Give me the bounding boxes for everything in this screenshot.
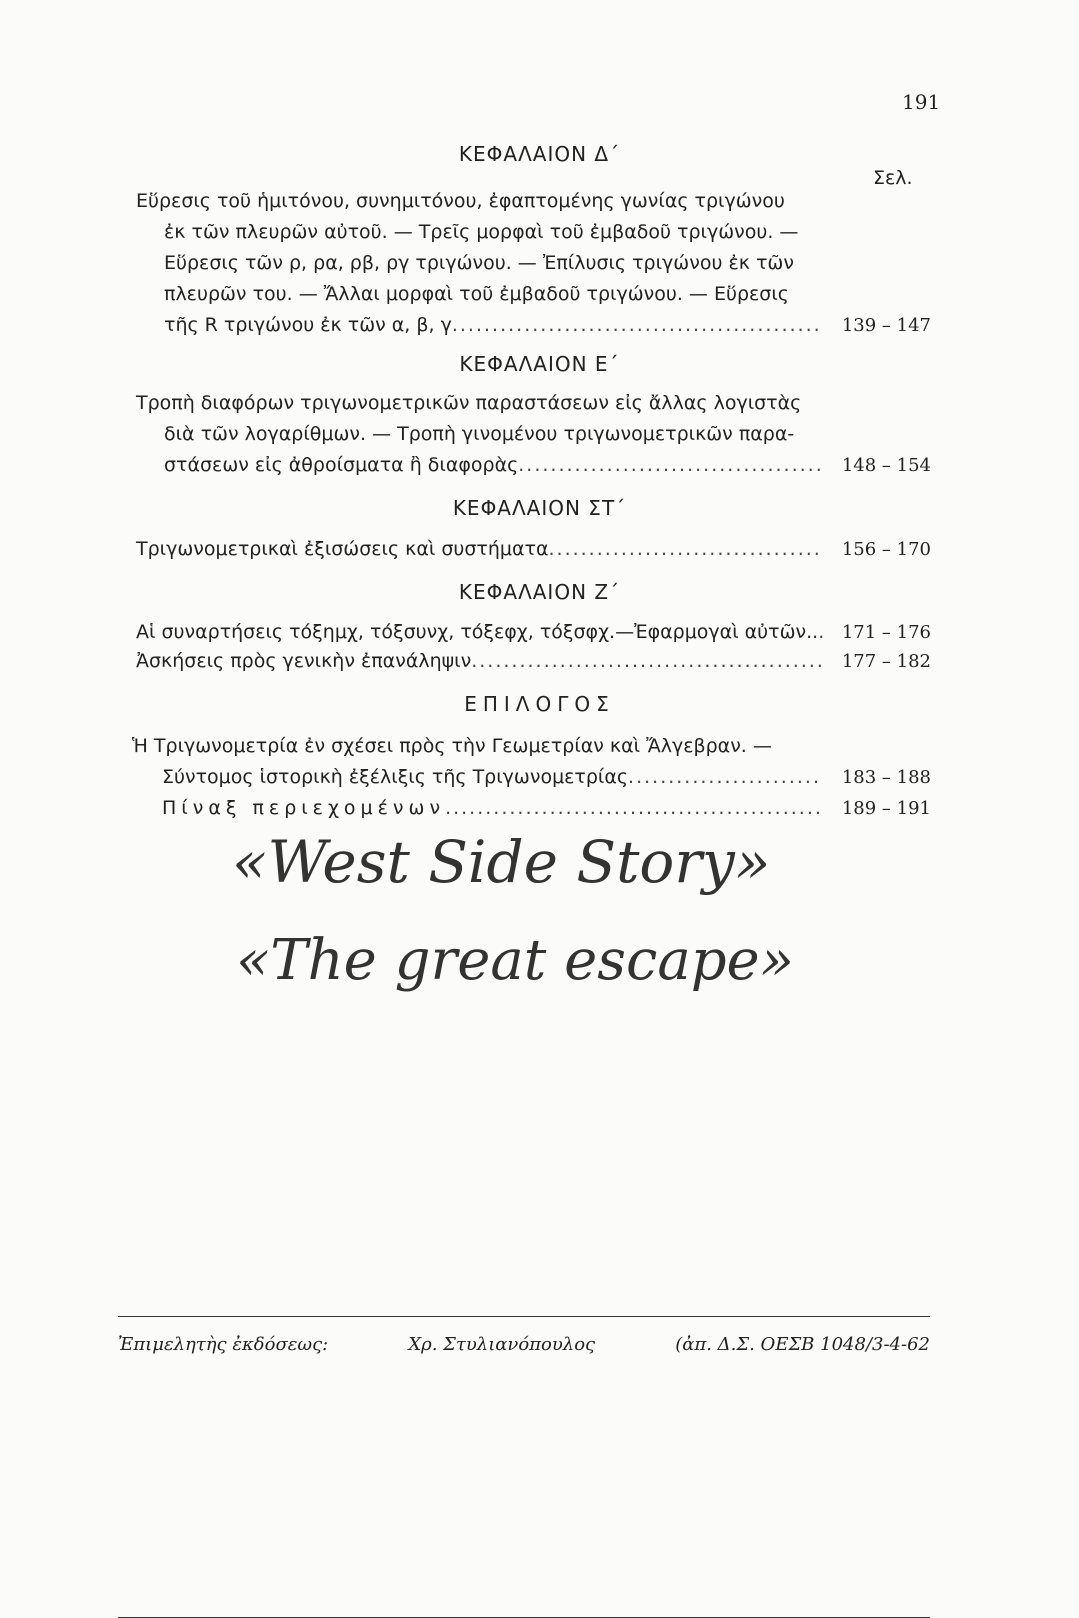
entry-leader-line xyxy=(136,617,931,648)
entry-line: Ἡ Τριγωνομετρία ἐν σχέσει πρὸς τὴν Γεωμετρίαν καὶ Ἄλγεβραν. — xyxy=(132,735,772,757)
entry-line: διὰ τῶν λογαρίθμων. — Τροπὴ γινομένου τριγωνομετρικῶν παρα- xyxy=(164,423,795,445)
approval-note: (ἀπ. Δ.Σ. ΟΕΣΒ 1048/3-4-62 xyxy=(675,1334,930,1355)
entry-leader-line xyxy=(136,310,931,341)
toc-entry xyxy=(136,186,931,341)
leader-dots xyxy=(445,793,823,824)
entry-pages: 139 – 147 xyxy=(841,315,931,336)
leader-dots xyxy=(628,762,823,793)
editor-label: Ἐπιμελητὴς ἐκδόσεως: xyxy=(118,1334,329,1355)
entry-last-line: Πίναξ περιεχομένων xyxy=(162,797,446,819)
entry-last-line: στάσεων εἰς ἀθροίσματα ἢ διαφορὰς xyxy=(164,454,519,476)
handwritten-note: «West Side Story» xyxy=(232,828,771,896)
chapter-heading: ΚΕΦΑΛΑΙΟΝ Ζ΄ xyxy=(458,580,621,604)
entry-last-line: Σύντομος ἱστορικὴ ἐξέλιξις τῆς Τριγωνομετρίας xyxy=(162,766,629,788)
entry-line: πλευρῶν του. — Ἄλλαι μορφαὶ τοῦ ἐμβαδοῦ τριγώνου. — Εὕρεσις xyxy=(164,283,789,305)
entry-last-line: τῆς R τριγώνου ἐκ τῶν α, β, γ xyxy=(164,314,452,336)
entry-line: Εὕρεσις τῶν ρ, ρα, ρβ, ργ τριγώνου. — Ἐπίλυσις τριγώνου ἐκ τῶν xyxy=(164,252,794,274)
entry-line: Τροπὴ διαφόρων τριγωνομετρικῶν παραστάσεων εἰς ἄλλας λογιστὰς xyxy=(136,392,802,414)
chapter-heading: ΕΠΙΛΟΓΟΣ xyxy=(464,692,615,716)
entry-pages: 177 – 182 xyxy=(841,651,931,672)
toc-entry xyxy=(132,793,931,824)
handwritten-note: «The great escape» xyxy=(236,928,794,993)
entry-pages: 148 – 154 xyxy=(841,455,931,476)
leader-dots xyxy=(518,450,823,481)
toc-entry xyxy=(136,534,931,565)
toc-entry xyxy=(136,617,931,648)
entry-last-line: Τριγωνομετρικαὶ ἐξισώσεις καὶ συστήματα xyxy=(136,538,549,560)
pages-column-label: Σελ. xyxy=(873,167,913,189)
editor-name: Χρ. Στυλιανόπουλος xyxy=(408,1334,596,1355)
toc-entry xyxy=(136,646,931,677)
entry-leader-line xyxy=(136,534,931,565)
entry-leader-line xyxy=(132,762,931,793)
entry-pages: 171 – 176 xyxy=(841,622,931,643)
footer-rule xyxy=(118,1316,930,1317)
entry-leader-line xyxy=(136,646,931,677)
toc-entry xyxy=(132,731,931,793)
chapter-heading: ΚΕΦΑΛΑΙΟΝ ΣΤ΄ xyxy=(452,496,627,520)
chapter-heading: ΚΕΦΑΛΑΙΟΝ Ε΄ xyxy=(459,352,620,376)
entry-pages: 183 – 188 xyxy=(841,767,931,788)
leader-dots xyxy=(548,534,823,565)
entry-pages: 156 – 170 xyxy=(841,539,931,560)
entry-last-line: Αἱ συναρτήσεις τόξημχ, τόξσυνχ, τόξεφχ, τόξσφχ.—Ἐφαρμογαὶ αὐτῶν.. xyxy=(136,621,819,643)
leader-dots xyxy=(471,646,823,677)
leader-dots xyxy=(452,310,823,341)
imprint-footer xyxy=(118,1334,930,1355)
toc-entry xyxy=(136,388,931,481)
entry-pages: 189 – 191 xyxy=(841,798,931,819)
entry-leader-line xyxy=(136,450,931,481)
entry-line: Εὕρεσις τοῦ ἡμιτόνου, συνημιτόνου, ἐφαπτομένης γωνίας τριγώνου xyxy=(136,190,785,212)
page-number: 191 xyxy=(902,90,941,114)
entry-last-line: Ἀσκήσεις πρὸς γενικὴν ἐπανάληψιν xyxy=(136,650,472,672)
chapter-heading: ΚΕΦΑΛΑΙΟΝ Δ΄ xyxy=(458,142,621,166)
entry-leader-line xyxy=(132,793,931,824)
entry-line: ἐκ τῶν πλευρῶν αὐτοῦ. — Τρεῖς μορφαὶ τοῦ ἐμβαδοῦ τριγώνου. — xyxy=(164,221,799,243)
